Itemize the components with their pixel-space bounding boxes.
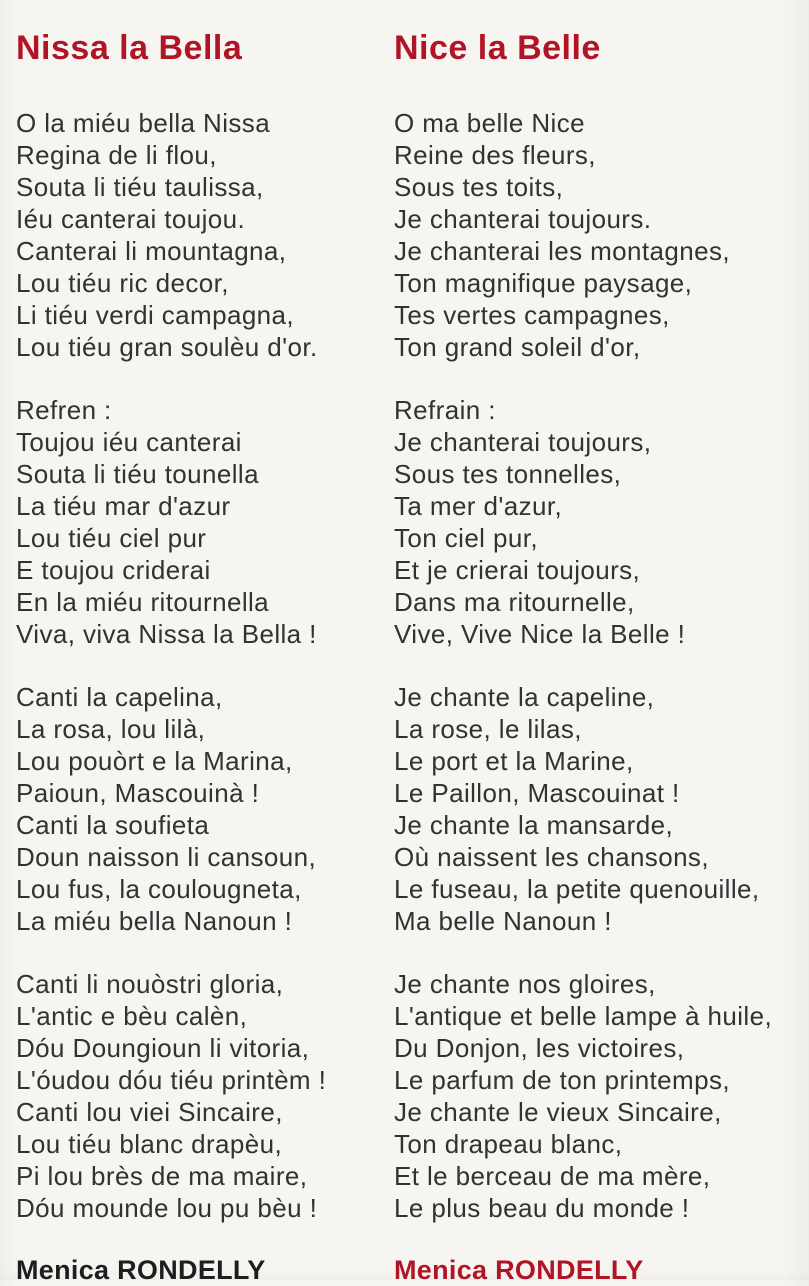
stanza-list-french	[394, 107, 804, 1224]
poem-line: Canti li nouòstri gloria,	[16, 969, 284, 1000]
poem-line: L'antique et belle lampe à huile,	[394, 1001, 773, 1032]
poem-title-french: Nice la Belle	[394, 29, 601, 67]
stanza	[394, 107, 804, 363]
author-signature-nissard: Menica RONDELLY	[16, 1255, 266, 1286]
poem-line: Sous tes tonnelles,	[394, 459, 622, 490]
poem-line: Et je crierai toujours,	[394, 555, 641, 586]
poem-line: L'antic e bèu calèn,	[16, 1001, 248, 1032]
poem-line: Je chante nos gloires,	[394, 969, 656, 1000]
poem-line: Je chante la capeline,	[394, 682, 655, 713]
poem-line: Souta li tiéu taulissa,	[16, 172, 264, 203]
poem-line: Lou tiéu blanc drapèu,	[16, 1129, 283, 1160]
poem-line: Regina de li flou,	[16, 140, 217, 171]
stanza	[16, 394, 384, 650]
poem-line: Le Paillon, Mascouinat !	[394, 778, 680, 809]
poem-line: O la miéu bella Nissa	[16, 108, 271, 139]
poem-line: La rose, le lilas,	[394, 714, 582, 745]
stanza	[16, 968, 384, 1224]
stanza	[394, 681, 804, 937]
poem-line: Le fuseau, la petite quenouille,	[394, 874, 760, 905]
poem-line: Ton ciel pur,	[394, 523, 538, 554]
poem-line: Canti la capelina,	[16, 682, 223, 713]
poem-line: Je chanterai toujours.	[394, 204, 652, 235]
poem-line: Ton grand soleil d'or,	[394, 332, 641, 363]
poem-line: Canti lou viei Sincaire,	[16, 1097, 283, 1128]
poem-line: O ma belle Nice	[394, 108, 585, 139]
poem-line: Je chante la mansarde,	[394, 810, 674, 841]
poem-line: Dóu Doungioun li vitoria,	[16, 1033, 310, 1064]
poem-line: Souta li tiéu tounella	[16, 459, 259, 490]
poem-line: E toujou criderai	[16, 555, 211, 586]
poem-line: Lou tiéu gran soulèu d'or.	[16, 332, 318, 363]
poem-line: Canterai li mountagna,	[16, 236, 287, 267]
poem-line: Dans ma ritournelle,	[394, 587, 635, 618]
poem-line: Lou tiéu ciel pur	[16, 523, 207, 554]
poem-line: Du Donjon, les victoires,	[394, 1033, 685, 1064]
poem-line: Ma belle Nanoun !	[394, 906, 612, 937]
poem-line: Le port et la Marine,	[394, 746, 634, 777]
poem-line: Le plus beau du monde !	[394, 1193, 690, 1224]
poem-line: Tes vertes campagnes,	[394, 300, 670, 331]
poem-line: Sous tes toits,	[394, 172, 564, 203]
poem-column-nissard	[16, 30, 384, 1286]
poem-line: Toujou iéu canterai	[16, 427, 242, 458]
poem-line: Le parfum de ton printemps,	[394, 1065, 730, 1096]
poem-line: Je chante le vieux Sincaire,	[394, 1097, 722, 1128]
poem-line: Viva, viva Nissa la Bella !	[16, 619, 317, 650]
poem-line: Ta mer d'azur,	[394, 491, 563, 522]
poem-line: Et le berceau de ma mère,	[394, 1161, 711, 1192]
poem-line: En la miéu ritournella	[16, 587, 270, 618]
poem-line: Paioun, Mascouinà !	[16, 778, 260, 809]
poem-line: Vive, Vive Nice la Belle !	[394, 619, 686, 650]
poem-line: La tiéu mar d'azur	[16, 491, 231, 522]
stanza	[16, 681, 384, 937]
poem-line: Lou fus, la coulougneta,	[16, 874, 302, 905]
poem-line: Ton drapeau blanc,	[394, 1129, 623, 1160]
poem-line: Où naissent les chansons,	[394, 842, 709, 873]
author-signature-french: Menica RONDELLY	[394, 1255, 644, 1286]
stanza	[394, 968, 804, 1224]
poem-line: Je chanterai les montagnes,	[394, 236, 730, 267]
poem-line: Lou pouòrt e la Marina,	[16, 746, 293, 777]
stanza	[16, 107, 384, 363]
poem-column-french	[394, 30, 804, 1286]
poem-line: Canti la soufieta	[16, 810, 210, 841]
poem-line: L'óudou dóu tiéu printèm !	[16, 1065, 327, 1096]
stanza-list-nissard	[16, 107, 384, 1224]
poem-line: La miéu bella Nanoun !	[16, 906, 293, 937]
poem-line: Je chanterai toujours,	[394, 427, 652, 458]
poem-line: La rosa, lou lilà,	[16, 714, 206, 745]
poem-line: Li tiéu verdi campagna,	[16, 300, 295, 331]
poem-title-nissard: Nissa la Bella	[16, 29, 243, 67]
poem-line: Dóu mounde lou pu bèu !	[16, 1193, 318, 1224]
poem-line: Refren :	[16, 395, 112, 426]
poem-line: Lou tiéu ric decor,	[16, 268, 229, 299]
poem-line: Pi lou brès de ma maire,	[16, 1161, 308, 1192]
poem-line: Ton magnifique paysage,	[394, 268, 693, 299]
poem-line: Refrain :	[394, 395, 496, 426]
stanza	[394, 394, 804, 650]
poem-line: Iéu canterai toujou.	[16, 204, 246, 235]
poem-line: Reine des fleurs,	[394, 140, 596, 171]
poem-line: Doun naisson li cansoun,	[16, 842, 317, 873]
